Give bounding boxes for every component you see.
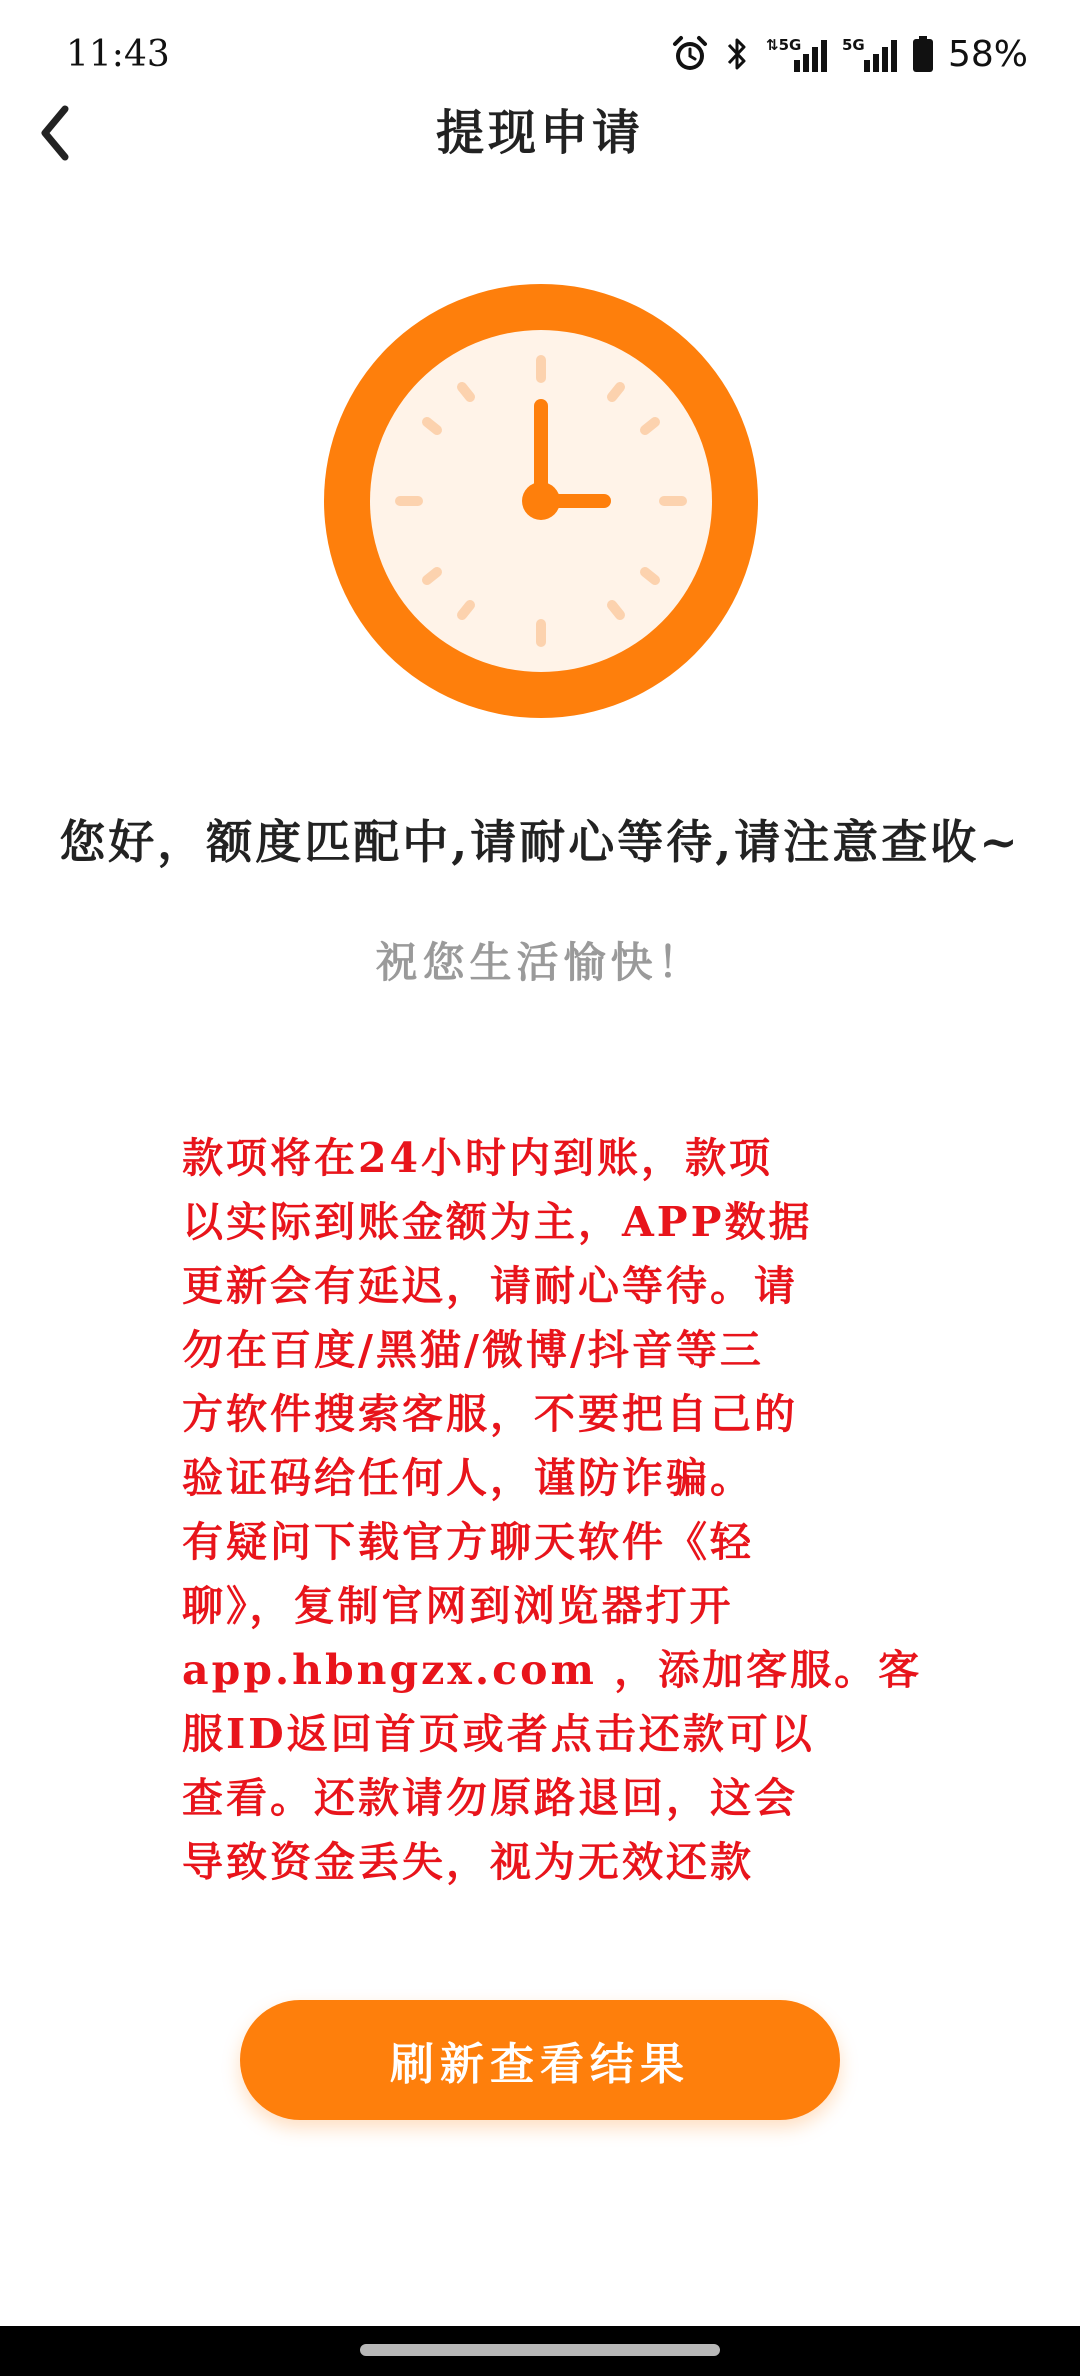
page-title: 提现申请: [435, 105, 644, 161]
notice-line: 有疑问下载官方聊天软件《轻: [182, 1518, 754, 1566]
notice-line: 更新会有延迟，请耐心等待。请: [182, 1262, 798, 1310]
notice-line: 勿在百度/黑猫/微博/抖音等三: [182, 1326, 764, 1374]
signal-5g-icon: [842, 34, 898, 74]
header: [0, 88, 1080, 198]
home-indicator[interactable]: [360, 2344, 720, 2356]
notice-line: 查看。还款请勿原路退回，这会: [182, 1774, 798, 1822]
clock-icon: [324, 284, 758, 718]
greeting-message: 祝您生活愉快！: [375, 938, 705, 987]
status-message: 您好，额度匹配中,请耐心等待,请注意查收~: [59, 815, 1021, 869]
system-nav-bar: [0, 2326, 1080, 2376]
battery-icon: [912, 34, 934, 74]
signal-5g-icon: [764, 34, 828, 74]
svg-text:5G: 5G: [841, 36, 865, 54]
notice-line: 验证码给任何人，谨防诈骗。: [182, 1454, 754, 1502]
notice-line: 导致资金丢失，视为无效还款: [182, 1838, 754, 1886]
notice-line: 以实际到账金额为主，APP数据: [182, 1198, 813, 1246]
bluetooth-icon: [724, 34, 750, 74]
refresh-results-button[interactable]: 刷新查看结果: [240, 2000, 840, 2120]
status-icons: [670, 30, 1028, 78]
notice-line: 款项将在24小时内到账，款项: [182, 1134, 774, 1182]
notice-line: 方软件搜索客服，不要把自己的: [182, 1390, 798, 1438]
notice-text: [182, 1126, 923, 1894]
notice-line: app.hbngzx.com ，添加客服。客: [182, 1646, 923, 1694]
alarm-icon: [670, 34, 710, 74]
status-time: 11:43: [66, 34, 170, 75]
notice-line: 聊》，复制官网到浏览器打开: [182, 1582, 734, 1630]
notice-line: 服ID返回首页或者点击还款可以: [182, 1710, 815, 1758]
battery-percent: 58%: [947, 33, 1028, 75]
svg-text:⇅5G: ⇅5G: [765, 36, 802, 54]
